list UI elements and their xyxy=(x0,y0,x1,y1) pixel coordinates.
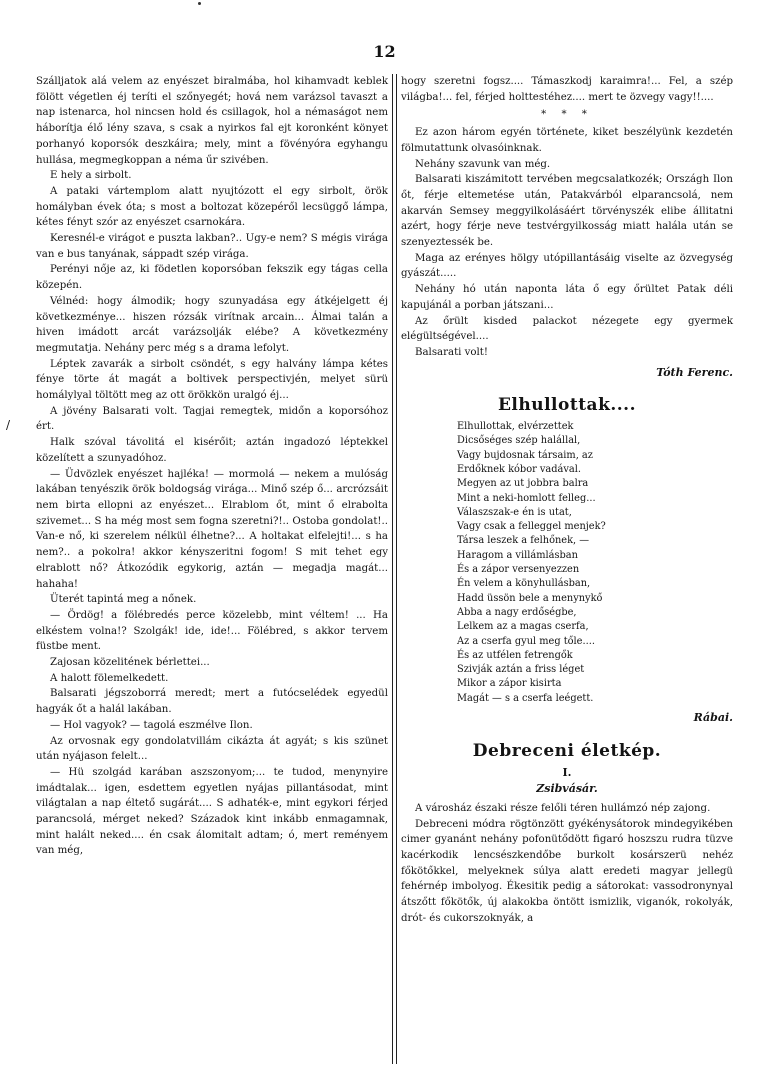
paragraph: E hely a sirbolt. xyxy=(50,170,132,182)
poem-line: Én velem a könyhullásban, xyxy=(457,578,591,590)
poem-line: Haragom a villámlásban xyxy=(457,549,578,561)
print-speck xyxy=(198,2,201,5)
article-subtitle: Zsibvásár. xyxy=(536,782,598,796)
paragraph: — Hol vagyok? — tagolá eszmélve Ilon. xyxy=(50,719,253,731)
paragraph: Az orvosnak egy gondolatvillám cikázta át agyát; s kis szünet után nyájason felelt... xyxy=(36,735,388,763)
poem-line: Megyen az ut jobbra balra xyxy=(457,478,589,490)
paragraph: Keresnél-e virágot e puszta lakban?.. Ugy-e nem? S mégis virága van e bus tanyának, sáppadt szép virága. xyxy=(36,233,388,260)
paragraph: Balsarati jégszoborrá meredt; mert a futócselédek egyedül hagyák őt a halál lakában. xyxy=(36,688,388,716)
poem-line: Magát — s a cserfa leégett. xyxy=(457,692,594,704)
poem-line: Szivják aztán a friss léget xyxy=(457,664,585,676)
poem-line: Abba a nagy erdőségbe, xyxy=(457,606,577,618)
poem-line: Elhullottak, elvérzettek xyxy=(457,421,574,433)
paragraph: Léptek zavarák a sirbolt csöndét, s egy halvány lámpa kétes fénye törte át magát a boltivek perspectivjén, melyet sürü homálylyal töltött meg az ott örökkön uralgó éj... xyxy=(36,358,388,402)
paragraph: Nehány szavunk van még. xyxy=(415,158,551,170)
paragraph: Nehány hó után naponta láta ő egy őrültet Patak déli kapujánál a porban játszani... xyxy=(401,284,733,311)
poem-line: Vagy csak a felleggel menjek? xyxy=(457,521,606,533)
paragraph: Zajosan közelitének bérlettei... xyxy=(50,657,210,669)
paragraph: Perényi nője az, ki födetlen koporsóban fekszik egy tágas cella közepén. xyxy=(36,264,388,292)
paragraph: A pataki vártemplom alatt nyujtózott el egy sirbolt, örök homályban évek óta; s most a boltozat közepéről lecsüggő lámpa, kétes fényt szór az enyészet csarnokára. xyxy=(36,185,388,229)
paragraph: Maga az erényes hölgy utópillantásáig viselte az özvegység gyászát..... xyxy=(401,252,733,280)
section-stars: * * * xyxy=(541,109,593,121)
article-title: Debreceni életkép. xyxy=(472,740,662,761)
poem-line: Hadd üssön bele a menynykő xyxy=(457,592,603,604)
paragraph: A városház északi része felőli téren hullámzó nép zajong. xyxy=(415,802,711,814)
paragraph: Debreceni módra rögtönzött gyékénysátorok mindegyikében cimer gyanánt nehány pofonütődött figaró hoszszu rudra tüzve kacérkodik lencsészkendőbe burkolt kosárszerü nehéz főkötőkkel, melyeknek súlya alatt eredeti magyar jellegü fehérnép imbolyog. Ékesitik pedig a sátorokat: vassodronynyal átszőtt főkötők, új alakokba öntött ismizlik, viganók, rokolyák, drót- és cukorszoknyák, a xyxy=(401,818,733,924)
poem-line: És az utfélen fetrengők xyxy=(457,649,573,661)
poem-author: Rábai. xyxy=(693,711,733,724)
poem-line: Az a cserfa gyul meg tőle.... xyxy=(457,635,595,647)
poem-line: Mint a neki-homlott felleg... xyxy=(457,492,596,504)
paragraph: — Üdvözlek enyészet hajléka! — mormolá — nekem a mulóság lakában tenyészik örök boldogság virága... Minő szép ő... arcrózsáit nem birta ellopni az enyészet... Elrablom őt, mint ő elrabolta szivemet... S ha még most sem fogna szeretni?!.. Ostoba gondolat!.. Van-e nő, ki szerelem nélkül élhetne?... A holtakat elfelejti!... s ha nem?.. a pokolra! akkor kényszeritni fogom! S mit tehet egy elrablott nő? Átkozódik egykorig, aztán — megadja magát... hahaha! xyxy=(36,468,388,590)
poem-title: Elhullottak.... xyxy=(497,395,637,416)
column-divider xyxy=(396,74,397,1064)
paragraph: Üterét tapintá meg a nőnek. xyxy=(50,594,197,606)
paragraph: Ez azon három egyén története, kiket beszélyünk kezdetén fölmutattunk olvasóinknak. xyxy=(401,127,733,154)
poem-line: Dicsőséges szép halállal, xyxy=(457,435,581,447)
paragraph: Az őrült kisded palackot nézegete egy gyermek elégültségével.... xyxy=(401,315,733,343)
paragraph: hogy szeretni fogsz.... Támaszkodj karaimra!... Fel, a szép világba!... fel, férjed holttestéhez.... mert te özvegy vagy!!.... xyxy=(401,76,733,103)
paragraph: — Ördög! a fölébredés perce közelebb, mint véltem! ... Ha elkéstem volna!? Szolgák! ide, ide!... Fölébred, s akkor tervem füstbe ment. xyxy=(36,609,388,653)
story-author: Tóth Ferenc. xyxy=(656,365,733,379)
poem-line: Erdőknek kóbor vadával. xyxy=(457,463,582,475)
left-column xyxy=(36,74,388,859)
margin-mark: / xyxy=(6,418,11,432)
paragraph: — Hü szolgád karában aszszonyom;... te tudod, menynyire imádtalak... igen, esdettem egyetlen nyájas pillantásodat, mint világtalan a nap éltető sugárát.... S adhaték-e, mint egykori férjed parancsolá, mérget neked? Századok kint inkább enmagamnak, mint halált neked.... én csak álomitalt adtam; ó, mert reményem van még, xyxy=(36,766,388,857)
paragraph: A halott fölemelkedett. xyxy=(50,672,169,684)
poem-line: Társa leszek a felhőnek, — xyxy=(457,535,590,547)
paragraph: Balsarati volt! xyxy=(415,346,488,358)
poem-line: Mikor a zápor kisirta xyxy=(457,678,562,690)
article-section: I. xyxy=(562,766,572,780)
right-column xyxy=(401,74,733,926)
column-divider xyxy=(392,74,393,1064)
paragraph: A jövény Balsarati volt. Tagjai remegtek, midőn a koporsóhoz ért. xyxy=(36,405,388,433)
paragraph: Szálljatok alá velem az enyészet biralmába, hol kihamvadt keblek fölött végetlen éj teríti el szőnyegét; hová nem varázsol tavaszt a nap istenarca, hol nincsen hold és csillagok, hol a némaságot nem háborítja élő lény szava, s csak a nyirkos fal ejt koronként könyet porhanyó koporsók deszkáira; mely, mint a fövényóra egyhangu hullása, megmegkoppan a néma űr szivében. xyxy=(36,76,388,166)
poem-line: És a zápor versenyezzen xyxy=(457,564,580,576)
paragraph: Halk szóval távolitá el kisérőit; aztán ingadozó léptekkel közelített a szunyadóhoz. xyxy=(36,437,388,464)
poem-line: Lelkem az a magas cserfa, xyxy=(457,621,589,633)
page-number: 12 xyxy=(373,42,396,61)
poem-line: Válaszszak-e én is utat, xyxy=(457,506,572,518)
paragraph: Balsarati kiszámitott tervében megcsalatkozék; Országh Ilon őt, férje eltemetése után, Patakvárból elparancsolá, nem akarván Semsey meggyilkolásáért törvényszék elibe állitatni azért, hogy férje neve testvérgyilkosság miatt halála után se szenyeztessék be. xyxy=(401,174,733,249)
poem xyxy=(457,420,733,706)
paragraph: Vélnéd: hogy álmodik; hogy szunyadása egy átkéjelgett éj következménye... hiszen rózsák virítnak arcain... Álmai talán a hiven imádott arcát varázsolják elébe? A következmény megmutatja. Nehány perc még s a drama lefolyt. xyxy=(36,295,388,354)
poem-line: Vagy bujdosnak társaim, az xyxy=(457,449,593,461)
